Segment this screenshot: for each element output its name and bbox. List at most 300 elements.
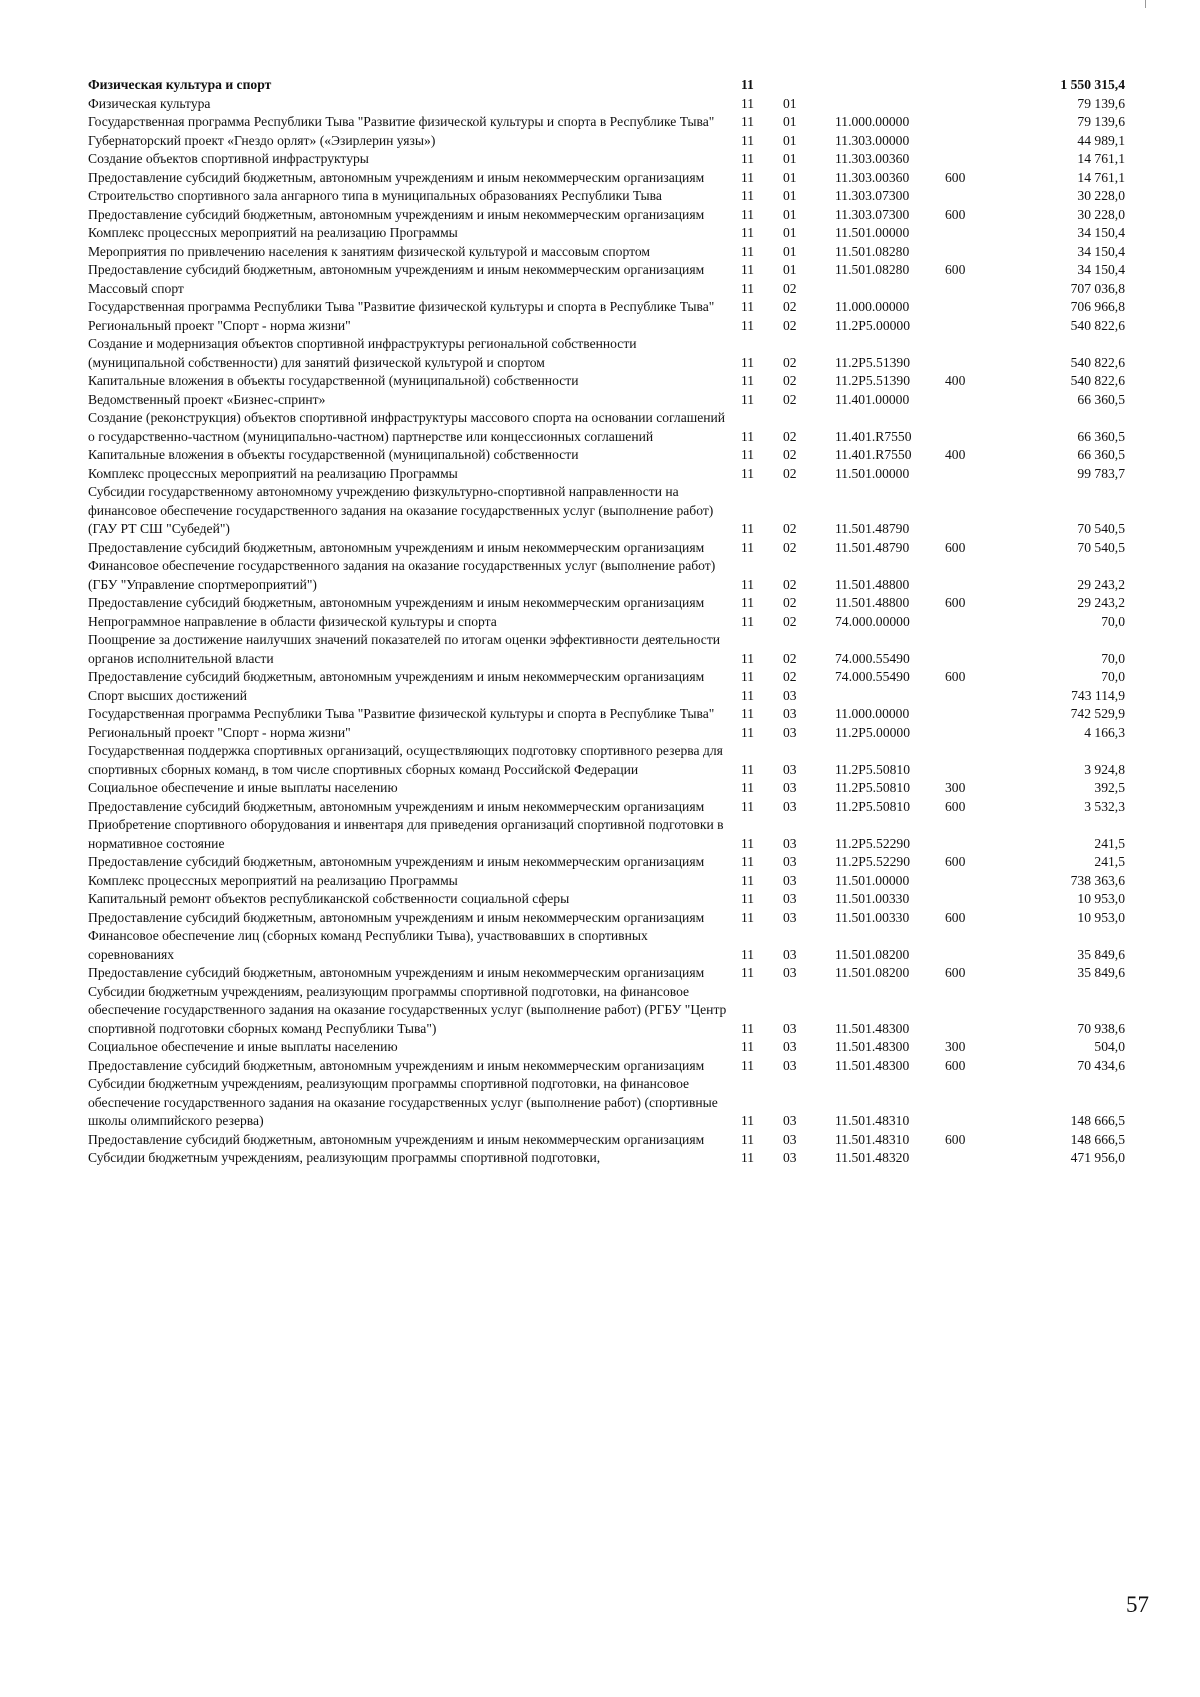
row-expense-type-code bbox=[945, 983, 1015, 1039]
row-section-code: 11 bbox=[741, 317, 755, 333]
row-subsection-code: 03 bbox=[783, 965, 797, 980]
row-name: Предоставление субсидий бюджетным, автономным учреждениям и иным некоммерческим организациям bbox=[88, 206, 705, 222]
row-amount: 70,0 bbox=[1101, 650, 1125, 666]
row-expense-type-code: 300 bbox=[945, 1039, 966, 1054]
table-row bbox=[88, 613, 1125, 632]
row-expense-type-code: 600 bbox=[945, 854, 966, 869]
row-target-article-code: 11.501.48790 bbox=[835, 521, 910, 536]
row-name: Предоставление субсидий бюджетным, автономным учреждениям и иным некоммерческим организациям bbox=[88, 798, 705, 814]
row-target-article-code bbox=[835, 76, 945, 95]
row-target-article-code: 11.501.48300 bbox=[835, 1039, 910, 1054]
row-expense-type-code bbox=[945, 298, 1015, 317]
row-expense-type-code: 600 bbox=[945, 262, 966, 277]
row-section-code: 11 bbox=[741, 687, 755, 703]
row-name: Приобретение спортивного оборудования и инвентаря для приведения организаций спортивной подготовки в нормативное состояние bbox=[88, 817, 724, 851]
row-amount: 148 666,5 bbox=[1070, 1113, 1125, 1128]
row-name: Государственная программа Республики Тыва "Развитие физической культуры и спорта в Республике Тыва" bbox=[88, 706, 715, 721]
scan-edge-mark bbox=[1145, 0, 1146, 8]
row-subsection-code: 01 bbox=[783, 225, 797, 240]
row-amount: 471 956,0 bbox=[1070, 1150, 1125, 1165]
row-subsection-code: 02 bbox=[783, 391, 797, 407]
row-name: Предоставление субсидий бюджетным, автономным учреждениям и иным некоммерческим организациям bbox=[88, 909, 705, 925]
row-expense-type-code bbox=[945, 816, 1015, 853]
row-section-code: 11 bbox=[741, 872, 755, 888]
row-target-article-code bbox=[835, 280, 945, 299]
budget-table bbox=[88, 76, 1125, 1168]
row-name: Государственная поддержка спортивных организаций, осуществляющих подготовку спортивного резерва для спортивных сборных команд, в том числе спортивных сборных команд Российской Федерации bbox=[88, 743, 723, 777]
row-expense-type-code bbox=[945, 280, 1015, 299]
row-expense-type-code bbox=[945, 317, 1015, 336]
row-subsection-code: 03 bbox=[783, 798, 797, 814]
row-name: Предоставление субсидий бюджетным, автономным учреждениям и иным некоммерческим организациям bbox=[88, 1057, 705, 1073]
table-row bbox=[88, 76, 1125, 95]
row-target-article-code: 11.2P5.50810 bbox=[835, 780, 911, 795]
row-target-article-code: 11.501.48300 bbox=[835, 1057, 910, 1073]
row-section-code: 11 bbox=[741, 539, 755, 555]
row-amount: 34 150,4 bbox=[1077, 262, 1125, 277]
row-target-article-code: 11.501.48800 bbox=[835, 576, 910, 592]
table-row bbox=[88, 1038, 1125, 1057]
row-section-code: 11 bbox=[741, 1020, 755, 1036]
row-expense-type-code: 600 bbox=[945, 909, 966, 925]
row-name: Капитальные вложения в объекты государственной (муниципальной) собственности bbox=[88, 447, 579, 462]
row-amount: 70,0 bbox=[1101, 669, 1125, 684]
row-expense-type-code: 600 bbox=[945, 169, 966, 185]
table-row bbox=[88, 631, 1125, 668]
table-row bbox=[88, 335, 1125, 372]
row-expense-type-code bbox=[945, 705, 1015, 724]
row-amount: 392,5 bbox=[1094, 780, 1125, 795]
row-expense-type-code: 600 bbox=[945, 595, 966, 610]
row-expense-type-code bbox=[945, 187, 1015, 206]
row-subsection-code: 03 bbox=[783, 1039, 797, 1054]
row-name: Физическая культура и спорт bbox=[88, 77, 272, 92]
row-section-code: 11 bbox=[741, 391, 755, 407]
row-subsection-code: 03 bbox=[783, 872, 797, 888]
row-name: Субсидии государственному автономному учреждению физкультурно-спортивной направленности на финансовое обеспечение государственного задания на оказание государственных услуг (выполнение работ) (ГАУ РТ СШ "Субедей") bbox=[88, 484, 714, 536]
table-row bbox=[88, 557, 1125, 594]
row-section-code: 11 bbox=[741, 595, 755, 610]
row-name: Финансовое обеспечение лиц (сборных команд Республики Тыва), участвовавших в спортивных соревнованиях bbox=[88, 928, 648, 962]
row-subsection-code: 01 bbox=[783, 151, 797, 166]
table-row bbox=[88, 705, 1125, 724]
row-expense-type-code bbox=[945, 95, 1015, 114]
table-row bbox=[88, 243, 1125, 262]
row-name: Региональный проект "Спорт - норма жизни" bbox=[88, 724, 351, 740]
row-target-article-code: 11.501.48790 bbox=[835, 539, 910, 555]
table-row bbox=[88, 132, 1125, 151]
row-subsection-code: 02 bbox=[783, 428, 797, 444]
row-section-code: 11 bbox=[741, 299, 755, 314]
row-section-code: 11 bbox=[741, 188, 755, 203]
row-expense-type-code bbox=[945, 742, 1015, 779]
row-target-article-code: 74.000.00000 bbox=[835, 613, 910, 629]
row-section-code: 11 bbox=[741, 965, 755, 980]
table-row bbox=[88, 779, 1125, 798]
row-subsection-code: 02 bbox=[783, 354, 797, 370]
row-name: Капитальные вложения в объекты государственной (муниципальной) собственности bbox=[88, 373, 579, 388]
table-row bbox=[88, 1075, 1125, 1131]
row-target-article-code: 11.501.00000 bbox=[835, 872, 910, 888]
row-expense-type-code bbox=[945, 335, 1015, 372]
row-expense-type-code: 600 bbox=[945, 539, 966, 555]
row-subsection-code: 02 bbox=[783, 595, 797, 610]
row-amount: 148 666,5 bbox=[1070, 1131, 1125, 1147]
row-subsection-code: 03 bbox=[783, 1020, 797, 1036]
row-target-article-code: 11.000.00000 bbox=[835, 114, 910, 129]
row-name: Предоставление субсидий бюджетным, автономным учреждениям и иным некоммерческим организациям bbox=[88, 169, 705, 185]
row-amount: 10 953,0 bbox=[1077, 891, 1125, 906]
row-expense-type-code bbox=[945, 409, 1015, 446]
row-amount: 707 036,8 bbox=[1070, 280, 1125, 296]
row-target-article-code bbox=[835, 687, 945, 706]
table-row bbox=[88, 446, 1125, 465]
table-row bbox=[88, 853, 1125, 872]
row-target-article-code: 11.303.00360 bbox=[835, 151, 910, 166]
table-row bbox=[88, 95, 1125, 114]
row-subsection-code: 01 bbox=[783, 243, 797, 259]
row-target-article-code: 11.501.00000 bbox=[835, 225, 910, 240]
row-amount: 743 114,9 bbox=[1071, 687, 1125, 703]
table-row bbox=[88, 668, 1125, 687]
row-section-code: 11 bbox=[741, 428, 755, 444]
table-row bbox=[88, 872, 1125, 891]
row-subsection-code: 03 bbox=[783, 724, 797, 740]
row-amount: 70 434,6 bbox=[1077, 1057, 1125, 1073]
row-target-article-code: 11.501.08280 bbox=[835, 262, 910, 277]
row-expense-type-code: 600 bbox=[945, 798, 966, 814]
row-subsection-code: 02 bbox=[783, 447, 797, 462]
row-amount: 4 166,3 bbox=[1084, 724, 1125, 740]
row-subsection-code: 02 bbox=[783, 650, 797, 666]
row-amount: 30 228,0 bbox=[1077, 206, 1125, 222]
row-target-article-code: 11.2P5.51390 bbox=[835, 373, 911, 388]
row-target-article-code: 11.501.08200 bbox=[835, 946, 910, 962]
row-amount: 14 761,1 bbox=[1077, 151, 1125, 166]
table-row bbox=[88, 927, 1125, 964]
row-subsection-code: 03 bbox=[783, 946, 797, 962]
row-expense-type-code bbox=[945, 1075, 1015, 1131]
row-amount: 1 550 315,4 bbox=[1060, 77, 1125, 92]
row-section-code: 11 bbox=[741, 891, 755, 906]
row-target-article-code: 11.501.48310 bbox=[835, 1113, 910, 1128]
table-row bbox=[88, 113, 1125, 132]
row-expense-type-code bbox=[945, 243, 1015, 262]
row-name: Государственная программа Республики Тыва "Развитие физической культуры и спорта в Республике Тыва" bbox=[88, 299, 715, 314]
row-target-article-code: 11.2P5.52290 bbox=[835, 835, 911, 851]
row-amount: 70 540,5 bbox=[1077, 539, 1125, 555]
row-subsection-code: 03 bbox=[783, 780, 797, 795]
table-row bbox=[88, 724, 1125, 743]
row-amount: 742 529,9 bbox=[1070, 706, 1125, 721]
table-row bbox=[88, 539, 1125, 558]
row-amount: 10 953,0 bbox=[1077, 909, 1125, 925]
row-section-code: 11 bbox=[741, 447, 755, 462]
row-name: Предоставление субсидий бюджетным, автономным учреждениям и иным некоммерческим организациям bbox=[88, 539, 705, 555]
row-name: Региональный проект "Спорт - норма жизни" bbox=[88, 317, 351, 333]
table-row bbox=[88, 169, 1125, 188]
table-row bbox=[88, 1149, 1125, 1168]
row-name: Губернаторский проект «Гнездо орлят» («Эзирлерин уязы») bbox=[88, 132, 436, 148]
row-expense-type-code bbox=[945, 483, 1015, 539]
row-section-code: 11 bbox=[741, 1039, 755, 1054]
row-section-code: 11 bbox=[741, 1150, 755, 1165]
row-name: Капитальный ремонт объектов республиканской собственности социальной сферы bbox=[88, 891, 570, 906]
row-section-code: 11 bbox=[741, 225, 755, 240]
row-section-code: 11 bbox=[741, 465, 755, 481]
row-expense-type-code bbox=[945, 150, 1015, 169]
row-target-article-code: 11.000.00000 bbox=[835, 706, 910, 721]
row-amount: 70,0 bbox=[1101, 613, 1125, 629]
row-amount: 29 243,2 bbox=[1077, 576, 1125, 592]
row-expense-type-code bbox=[945, 465, 1015, 484]
row-subsection-code: 03 bbox=[783, 1113, 797, 1128]
table-row bbox=[88, 1131, 1125, 1150]
row-expense-type-code bbox=[945, 113, 1015, 132]
row-name: Предоставление субсидий бюджетным, автономным учреждениям и иным некоммерческим организациям bbox=[88, 1131, 705, 1147]
row-expense-type-code bbox=[945, 631, 1015, 668]
row-subsection-code: 02 bbox=[783, 539, 797, 555]
row-amount: 3 532,3 bbox=[1084, 798, 1125, 814]
row-target-article-code: 11.501.00330 bbox=[835, 909, 910, 925]
row-target-article-code: 74.000.55490 bbox=[835, 650, 910, 666]
row-section-code: 11 bbox=[741, 243, 755, 259]
row-target-article-code: 11.501.48800 bbox=[835, 595, 910, 610]
table-row bbox=[88, 409, 1125, 446]
row-name: Физическая культура bbox=[88, 95, 211, 111]
row-subsection-code: 03 bbox=[783, 909, 797, 925]
row-target-article-code: 11.501.48310 bbox=[835, 1131, 910, 1147]
row-expense-type-code bbox=[945, 687, 1015, 706]
row-target-article-code: 11.2P5.51390 bbox=[835, 354, 911, 370]
row-expense-type-code bbox=[945, 1149, 1015, 1168]
row-subsection-code: 01 bbox=[783, 169, 797, 185]
row-section-code: 11 bbox=[741, 151, 755, 166]
row-amount: 3 924,8 bbox=[1084, 761, 1125, 777]
row-section-code: 11 bbox=[741, 798, 755, 814]
row-section-code: 11 bbox=[741, 77, 754, 92]
table-row bbox=[88, 372, 1125, 391]
row-name: Социальное обеспечение и иные выплаты населению bbox=[88, 780, 398, 795]
table-row bbox=[88, 261, 1125, 280]
row-subsection-code bbox=[783, 76, 835, 95]
row-section-code: 11 bbox=[741, 354, 755, 370]
row-amount: 241,5 bbox=[1094, 854, 1125, 869]
row-expense-type-code: 400 bbox=[945, 447, 966, 462]
row-amount: 66 360,5 bbox=[1077, 391, 1125, 407]
row-subsection-code: 02 bbox=[783, 576, 797, 592]
row-name: Предоставление субсидий бюджетным, автономным учреждениям и иным некоммерческим организациям bbox=[88, 965, 705, 980]
row-subsection-code: 03 bbox=[783, 1150, 797, 1165]
row-section-code: 11 bbox=[741, 706, 755, 721]
row-subsection-code: 01 bbox=[783, 262, 797, 277]
page-number: 57 bbox=[1126, 1592, 1149, 1617]
row-subsection-code: 01 bbox=[783, 206, 797, 222]
row-section-code: 11 bbox=[741, 95, 755, 111]
row-expense-type-code: 600 bbox=[945, 1131, 966, 1147]
row-subsection-code: 03 bbox=[783, 706, 797, 721]
row-section-code: 11 bbox=[741, 373, 755, 388]
row-section-code: 11 bbox=[741, 946, 755, 962]
row-section-code: 11 bbox=[741, 909, 755, 925]
table-row bbox=[88, 983, 1125, 1039]
row-section-code: 11 bbox=[741, 132, 755, 148]
row-subsection-code: 01 bbox=[783, 132, 797, 148]
row-subsection-code: 02 bbox=[783, 669, 797, 684]
row-section-code: 11 bbox=[741, 650, 755, 666]
row-amount: 29 243,2 bbox=[1077, 595, 1125, 610]
row-amount: 35 849,6 bbox=[1077, 946, 1125, 962]
row-section-code: 11 bbox=[741, 280, 755, 296]
table-row bbox=[88, 687, 1125, 706]
row-target-article-code: 11.401.R7550 bbox=[835, 428, 912, 444]
row-amount: 35 849,6 bbox=[1077, 965, 1125, 980]
row-amount: 504,0 bbox=[1094, 1039, 1125, 1054]
row-target-article-code: 11.303.07300 bbox=[835, 188, 910, 203]
row-name: Субсидии бюджетным учреждениям, реализующим программы спортивной подготовки, на финансовое обеспечение государственного задания на оказание государственных услуг (выполнение работ) (РГБУ "Центр спортивной подготовки сборных команд Республики Тыва") bbox=[88, 983, 727, 1036]
row-name: Предоставление субсидий бюджетным, автономным учреждениям и иным некоммерческим организациям bbox=[88, 669, 705, 684]
row-subsection-code: 02 bbox=[783, 317, 797, 333]
row-target-article-code: 11.2P5.52290 bbox=[835, 854, 911, 869]
row-subsection-code: 03 bbox=[783, 687, 797, 703]
row-section-code: 11 bbox=[741, 835, 755, 851]
row-target-article-code: 11.000.00000 bbox=[835, 299, 910, 314]
table-row bbox=[88, 224, 1125, 243]
row-name: Субсидии бюджетным учреждениям, реализующим программы спортивной подготовки, bbox=[88, 1150, 601, 1165]
table-row bbox=[88, 594, 1125, 613]
row-target-article-code: 11.501.48300 bbox=[835, 1020, 910, 1036]
row-section-code: 11 bbox=[741, 1113, 755, 1128]
row-subsection-code: 03 bbox=[783, 891, 797, 906]
row-section-code: 11 bbox=[741, 114, 755, 129]
row-target-article-code: 11.2P5.00000 bbox=[835, 724, 911, 740]
row-name: Субсидии бюджетным учреждениям, реализующим программы спортивной подготовки, на финансовое обеспечение государственного задания на оказание государственных услуг (выполнение работ) (спортивные школы олимпийского резерва) bbox=[88, 1076, 718, 1128]
row-amount: 540 822,6 bbox=[1070, 373, 1125, 388]
row-name: Создание объектов спортивной инфраструктуры bbox=[88, 151, 369, 166]
table-row bbox=[88, 317, 1125, 336]
row-target-article-code: 11.2P5.00000 bbox=[835, 317, 911, 333]
row-target-article-code: 11.401.00000 bbox=[835, 391, 910, 407]
row-expense-type-code bbox=[945, 391, 1015, 410]
row-amount: 44 989,1 bbox=[1077, 132, 1125, 148]
row-expense-type-code bbox=[945, 724, 1015, 743]
row-amount: 241,5 bbox=[1094, 835, 1125, 851]
row-name: Непрограммное направление в области физической культуры и спорта bbox=[88, 613, 497, 629]
row-target-article-code: 11.303.07300 bbox=[835, 206, 910, 222]
row-section-code: 11 bbox=[741, 262, 755, 277]
row-amount: 66 360,5 bbox=[1077, 428, 1125, 444]
row-amount: 79 139,6 bbox=[1077, 95, 1125, 111]
table-row bbox=[88, 465, 1125, 484]
row-expense-type-code bbox=[945, 927, 1015, 964]
row-expense-type-code: 300 bbox=[945, 780, 966, 795]
row-amount: 79 139,6 bbox=[1077, 114, 1125, 129]
row-section-code: 11 bbox=[741, 576, 755, 592]
row-target-article-code: 11.501.08200 bbox=[835, 965, 910, 980]
row-subsection-code: 02 bbox=[783, 373, 797, 388]
row-name: Государственная программа Республики Тыва "Развитие физической культуры и спорта в Республике Тыва" bbox=[88, 114, 715, 129]
row-section-code: 11 bbox=[741, 761, 755, 777]
row-amount: 99 783,7 bbox=[1077, 465, 1125, 481]
row-target-article-code: 11.501.00330 bbox=[835, 891, 910, 906]
row-amount: 14 761,1 bbox=[1077, 169, 1125, 185]
row-target-article-code bbox=[835, 95, 945, 114]
row-name: Предоставление субсидий бюджетным, автономным учреждениям и иным некоммерческим организациям bbox=[88, 854, 705, 869]
table-row bbox=[88, 298, 1125, 317]
row-amount: 34 150,4 bbox=[1077, 243, 1125, 259]
row-expense-type-code bbox=[945, 557, 1015, 594]
row-section-code: 11 bbox=[741, 1057, 755, 1073]
row-name: Создание (реконструкция) объектов спортивной инфраструктуры массового спорта на основании соглашений о государственно-частном (муниципально-частном) партнерстве или концессионных соглашений bbox=[88, 410, 726, 444]
row-amount: 540 822,6 bbox=[1070, 317, 1125, 333]
row-target-article-code: 11.2P5.50810 bbox=[835, 761, 911, 777]
table-row bbox=[88, 909, 1125, 928]
row-expense-type-code: 600 bbox=[945, 965, 966, 980]
row-subsection-code: 01 bbox=[783, 188, 797, 203]
table-row bbox=[88, 206, 1125, 225]
row-target-article-code: 11.2P5.50810 bbox=[835, 798, 911, 814]
row-target-article-code: 11.501.48320 bbox=[835, 1150, 910, 1165]
row-target-article-code: 74.000.55490 bbox=[835, 669, 910, 684]
row-name: Предоставление субсидий бюджетным, автономным учреждениям и иным некоммерческим организациям bbox=[88, 262, 705, 277]
row-amount: 66 360,5 bbox=[1077, 447, 1125, 462]
row-expense-type-code: 600 bbox=[945, 669, 966, 684]
row-expense-type-code: 400 bbox=[945, 373, 966, 388]
row-subsection-code: 03 bbox=[783, 1131, 797, 1147]
table-row bbox=[88, 187, 1125, 206]
table-row bbox=[88, 890, 1125, 909]
row-subsection-code: 02 bbox=[783, 521, 797, 536]
row-section-code: 11 bbox=[741, 854, 755, 869]
row-name: Строительство спортивного зала ангарного типа в муниципальных образованиях Республики Тыва bbox=[88, 188, 662, 203]
row-name: Предоставление субсидий бюджетным, автономным учреждениям и иным некоммерческим организациям bbox=[88, 595, 705, 610]
row-subsection-code: 01 bbox=[783, 114, 797, 129]
row-amount: 738 363,6 bbox=[1070, 872, 1125, 888]
row-target-article-code: 11.401.R7550 bbox=[835, 447, 912, 462]
row-target-article-code: 11.303.00000 bbox=[835, 132, 910, 148]
row-expense-type-code bbox=[945, 890, 1015, 909]
row-subsection-code: 03 bbox=[783, 761, 797, 777]
table-body bbox=[88, 76, 1125, 1168]
row-amount: 706 966,8 bbox=[1070, 299, 1125, 314]
row-section-code: 11 bbox=[741, 1131, 755, 1147]
row-name: Комплекс процессных мероприятий на реализацию Программы bbox=[88, 225, 458, 240]
row-subsection-code: 03 bbox=[783, 854, 797, 869]
table-row bbox=[88, 798, 1125, 817]
row-amount: 30 228,0 bbox=[1077, 188, 1125, 203]
row-section-code: 11 bbox=[741, 613, 755, 629]
row-subsection-code: 02 bbox=[783, 613, 797, 629]
table-row bbox=[88, 964, 1125, 983]
row-name: Социальное обеспечение и иные выплаты населению bbox=[88, 1039, 398, 1054]
row-section-code: 11 bbox=[741, 521, 755, 536]
row-expense-type-code bbox=[945, 76, 1015, 95]
row-amount: 70 540,5 bbox=[1077, 521, 1125, 536]
row-section-code: 11 bbox=[741, 724, 755, 740]
row-target-article-code: 11.303.00360 bbox=[835, 169, 910, 185]
row-section-code: 11 bbox=[741, 206, 755, 222]
row-section-code: 11 bbox=[741, 669, 755, 684]
table-row bbox=[88, 280, 1125, 299]
row-name: Комплекс процессных мероприятий на реализацию Программы bbox=[88, 465, 458, 481]
row-expense-type-code bbox=[945, 872, 1015, 891]
table-row bbox=[88, 391, 1125, 410]
row-name: Комплекс процессных мероприятий на реализацию Программы bbox=[88, 872, 458, 888]
row-name: Создание и модернизация объектов спортивной инфраструктуры региональной собственности (муниципальной собственности) для занятий физической культурой и спортом bbox=[88, 336, 637, 370]
row-name: Поощрение за достижение наилучших значений показателей по итогам оценки эффективности деятельности органов исполнительной власти bbox=[88, 632, 721, 666]
row-name: Массовый спорт bbox=[88, 280, 184, 296]
row-expense-type-code bbox=[945, 132, 1015, 151]
